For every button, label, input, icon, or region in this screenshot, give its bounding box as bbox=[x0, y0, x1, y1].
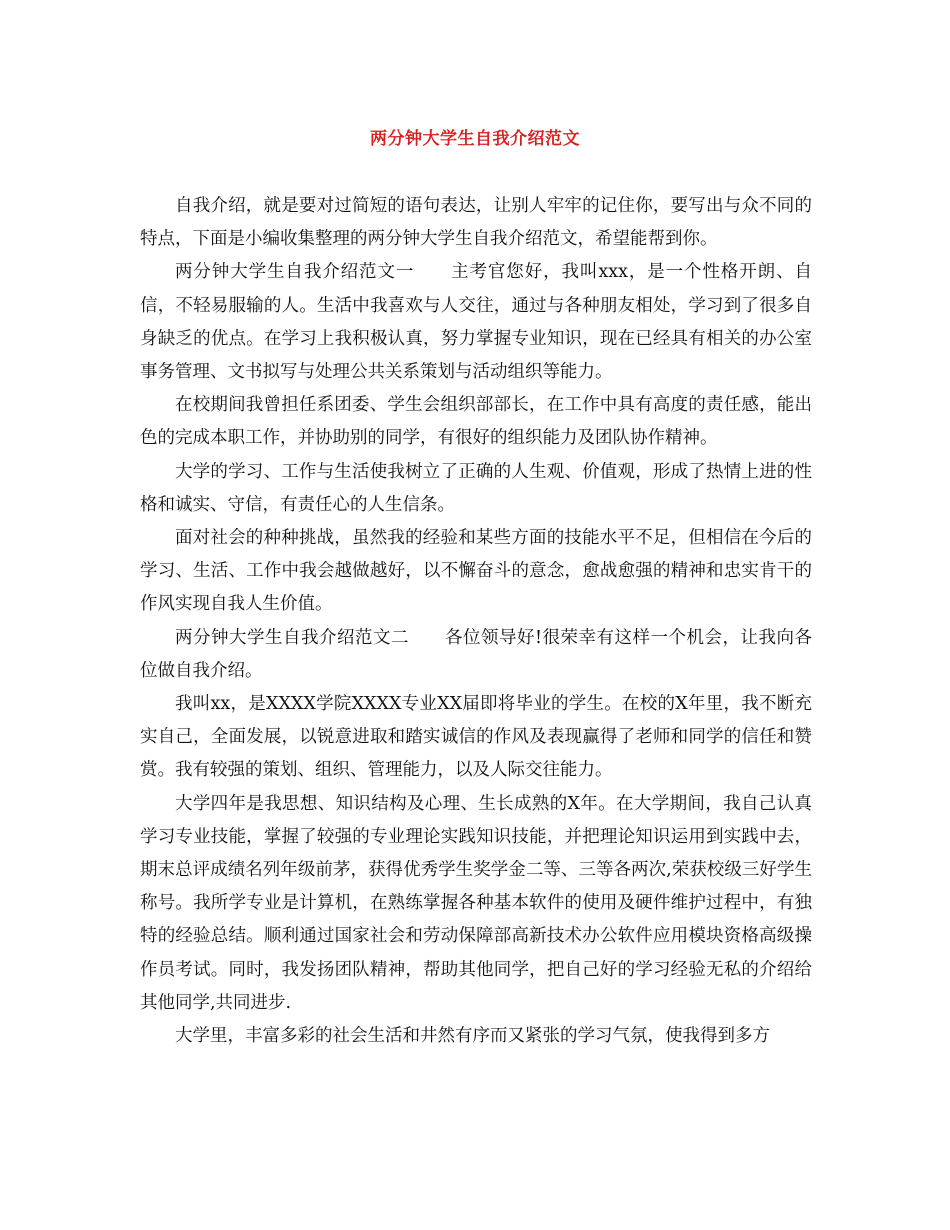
paragraph-intro: 自我介绍，就是要对过简短的语句表达，让别人牢牢的记住你，要写出与众不同的特点，下面是小编收集整理的两分钟大学生自我介绍范文，希望能帮到你。 bbox=[140, 196, 812, 250]
paragraph-sample-one: 两分钟大学生自我介绍范文一 主考官您好，我叫xxx，是一个性格开朗、自信，不轻易服输的人。生活中我喜欢与人交往，通过与各种朋友相处，学习到了很多自身缺乏的优点。在学习上我积极认真，努力掌握专业知识，现在已经具有相关的办公室事务管理、文书拟写与处理公共关系策划与活动组织等能力。 bbox=[140, 262, 812, 383]
paragraph-university-life: 大学里，丰富多彩的社会生活和井然有序而又紧张的学习气氛，使我得到多方 bbox=[175, 1026, 770, 1047]
document-title: 两分钟大学生自我介绍范文 bbox=[370, 129, 580, 149]
paragraph-challenges: 面对社会的种种挑战，虽然我的经验和某些方面的技能水平不足，但相信在今后的学习、生活、工作中我会越做越好，以不懈奋斗的意念，愈战愈强的精神和忠实肯干的作风实现自我人生价值。 bbox=[140, 528, 812, 615]
paragraph-four-years: 大学四年是我思想、知识结构及心理、生长成熟的X年。在大学期间，我自己认真学习专业技能，掌握了较强的专业理论实践知识技能，并把理论知识运用到实践中去，期末总评成绩名列年级前茅，获得优秀学生奖学金二等、三等各两次,荣获校级三好学生称号。我所学专业是计算机，在熟练掌握各种基本软件的使用及硬件维护过程中，有独特的经验总结。顺利通过国家社会和劳动保障部高新技术办公软件应用模块资格高级操作员考试。同时，我发扬团队精神，帮助其他同学，把自己好的学习经验无私的介绍给其他同学,共同进步. bbox=[140, 793, 812, 1013]
paragraph-values: 大学的学习、工作与生活使我树立了正确的人生观、价值观，形成了热情上进的性格和诚实、守信，有责任心的人生信条。 bbox=[140, 461, 812, 515]
paragraph-school-roles: 在校期间我曾担任系团委、学生会组织部部长，在工作中具有高度的责任感，能出色的完成本职工作，并协助别的同学，有很好的组织能力及团队协作精神。 bbox=[140, 395, 812, 449]
document-body bbox=[140, 190, 812, 1053]
paragraph-sample-two: 两分钟大学生自我介绍范文二 各位领导好!很荣幸有这样一个机会，让我向各位做自我介绍。 bbox=[140, 627, 812, 681]
paragraph-name-intro: 我叫xx，是XXXX学院XXXX专业XX届即将毕业的学生。在校的X年里，我不断充实自己，全面发展，以锐意进取和踏实诚信的作风及表现赢得了老师和同学的信任和赞赏。我有较强的策划、组织、管理能力，以及人际交往能力。 bbox=[140, 694, 812, 781]
